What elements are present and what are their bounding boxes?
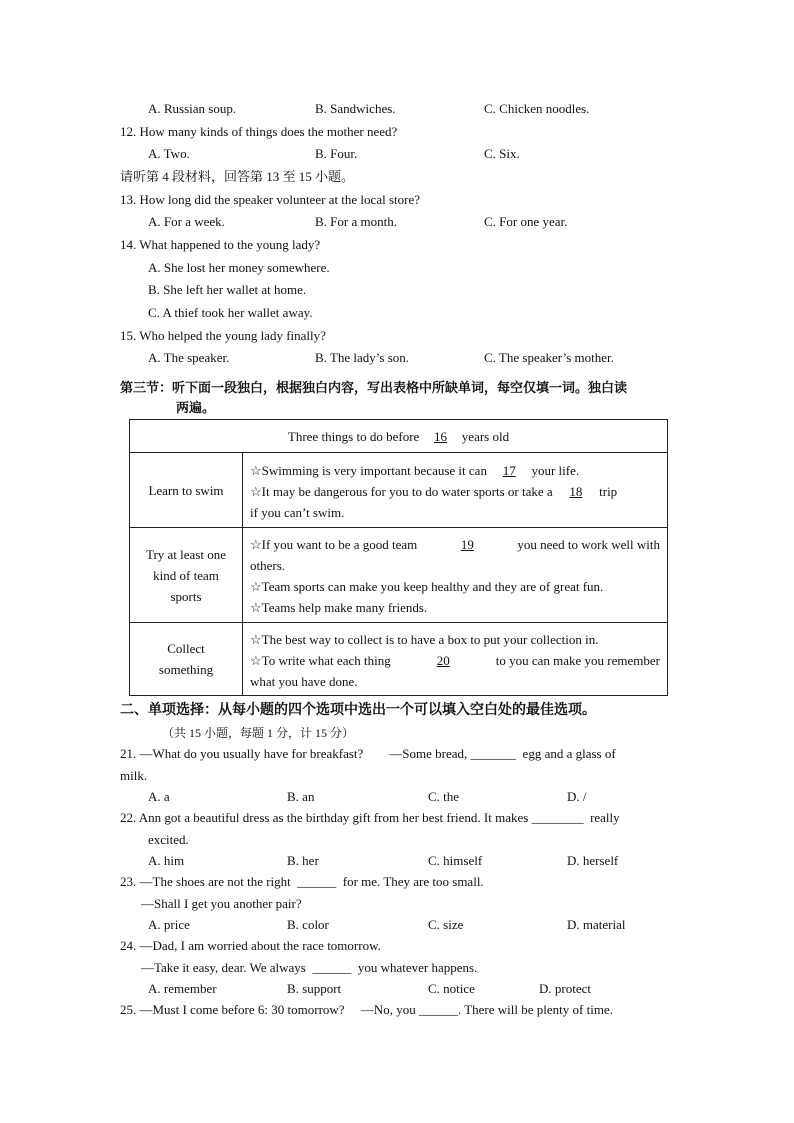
- table-header: Three things to do before 16 years old: [130, 420, 668, 453]
- q21-option-a: A. a: [148, 789, 170, 804]
- table-item-cont: if you can’t swim.: [250, 504, 345, 520]
- q15-option-c: C. The speaker’s mother.: [484, 350, 614, 365]
- table-item: ☆The best way to collect is to have a box to put your collection in.: [250, 631, 599, 647]
- q22-option-b: B. her: [287, 853, 319, 868]
- q23-stem-cont: —Shall I get you another pair?: [141, 896, 302, 911]
- row-content-swim: [243, 453, 668, 528]
- row-label-swim: Learn to swim: [130, 453, 243, 528]
- table-item: ☆To write what each thing 20 to you can make you remember: [250, 650, 660, 671]
- q14-option-c: C. A thief took her wallet away.: [148, 305, 313, 320]
- q13-stem: 13. How long did the speaker volunteer at the local store?: [120, 192, 420, 207]
- q24-option-a: A. remember: [148, 981, 217, 996]
- q22-option-a: A. him: [148, 853, 185, 868]
- q21-option-c: C. the: [428, 789, 460, 804]
- table-item: ☆Swimming is very important because it can 17 your life.: [250, 460, 660, 481]
- q12-stem: 12. How many kinds of things does the mother need?: [120, 124, 398, 139]
- table-item-cont: what you have done.: [250, 673, 358, 689]
- q23-option-a: A. price: [148, 917, 190, 932]
- q13-option-a: A. For a week.: [148, 214, 225, 229]
- q23-option-d: D. material: [567, 917, 626, 932]
- q24-option-c: C. notice: [428, 981, 475, 996]
- q12-option-b: B. Four.: [315, 146, 358, 161]
- q15-option-b: B. The lady’s son.: [315, 350, 410, 365]
- q25-stem: 25. —Must I come before 6: 30 tomorrow? —No, you ______. There will be plenty of time.: [120, 1002, 613, 1017]
- table-item: ☆It may be dangerous for you to do water sports or take a 18 trip: [250, 481, 660, 502]
- part2-title: 二、单项选择：从每小题的四个选项中选出一个可以填入空白处的最佳选项。: [120, 703, 596, 718]
- table-row: [130, 623, 668, 696]
- q12-option-c: C. Six.: [484, 146, 520, 161]
- row-label-team-sports: Try at least one kind of team sports: [130, 528, 243, 623]
- row-label-collect: Collect something: [130, 623, 243, 696]
- table-row: [130, 453, 668, 528]
- q14-stem: 14. What happened to the young lady?: [120, 237, 321, 252]
- blank-20: 20: [436, 652, 450, 668]
- q24-option-d: D. protect: [539, 981, 591, 996]
- q15-option-a: A. The speaker.: [148, 350, 230, 365]
- q21-option-d: D. /: [567, 789, 587, 804]
- row-content-collect: [243, 623, 668, 696]
- q11-option-a: A. Russian soup.: [148, 101, 237, 116]
- q23-option-c: C. size: [428, 917, 464, 932]
- table-item-cont: others.: [250, 558, 286, 573]
- q22-option-c: C. himself: [428, 853, 483, 868]
- blank-16: 16: [434, 428, 448, 444]
- q12-option-a: A. Two.: [148, 146, 190, 161]
- section3-instruction-cont: 两遍。: [176, 400, 216, 415]
- table-header-row: [130, 420, 668, 453]
- q21-stem-cont: milk.: [120, 768, 148, 783]
- table-item: ☆Teams help make many friends.: [250, 600, 428, 615]
- blank-17: 17: [502, 462, 516, 478]
- row-content-team-sports: [243, 528, 668, 623]
- q14-option-b: B. She left her wallet at home.: [148, 282, 307, 297]
- q13-option-c: C. For one year.: [484, 214, 568, 229]
- q24-stem-cont: —Take it easy, dear. We always ______ you whatever happens.: [141, 960, 478, 975]
- q23-stem: 23. —The shoes are not the right ______ for me. They are too small.: [120, 874, 484, 889]
- section3-instruction: 第三节：听下面一段独白，根据独白内容，写出表格中所缺单词，每空仅填一词。独白读: [120, 380, 628, 395]
- blank-19: 19: [460, 537, 474, 552]
- table-item: ☆Team sports can make you keep healthy and they are of great fun.: [250, 579, 604, 594]
- q15-stem: 15. Who helped the young lady finally?: [120, 328, 326, 343]
- q22-stem: 22. Ann got a beautiful dress as the birthday gift from her best friend. It makes ________ really: [120, 810, 620, 825]
- table-item: ☆If you want to be a good team 19 you need to work well with: [250, 534, 660, 555]
- q22-stem-cont: excited.: [148, 832, 189, 847]
- q13-option-b: B. For a month.: [315, 214, 397, 229]
- blank-18: 18: [569, 483, 583, 499]
- section4-instruction: 请听第 4 段材料，回答第 13 至 15 小题。: [120, 169, 355, 184]
- q22-option-d: D. herself: [567, 853, 619, 868]
- q21-stem: 21. —What do you usually have for breakfast? —Some bread, _______ egg and a glass of: [120, 746, 616, 761]
- table-row: [130, 528, 668, 623]
- q23-option-b: B. color: [287, 917, 329, 932]
- q24-option-b: B. support: [287, 981, 342, 996]
- q11-option-b: B. Sandwiches.: [315, 101, 396, 116]
- q14-option-a: A. She lost her money somewhere.: [148, 260, 330, 275]
- q24-stem: 24. —Dad, I am worried about the race tomorrow.: [120, 938, 381, 953]
- q11-option-c: C. Chicken noodles.: [484, 101, 590, 116]
- part2-note: （共 15 小题，每题 1 分，计 15 分）: [162, 726, 355, 740]
- listening-table: [129, 419, 668, 696]
- q21-option-b: B. an: [287, 789, 315, 804]
